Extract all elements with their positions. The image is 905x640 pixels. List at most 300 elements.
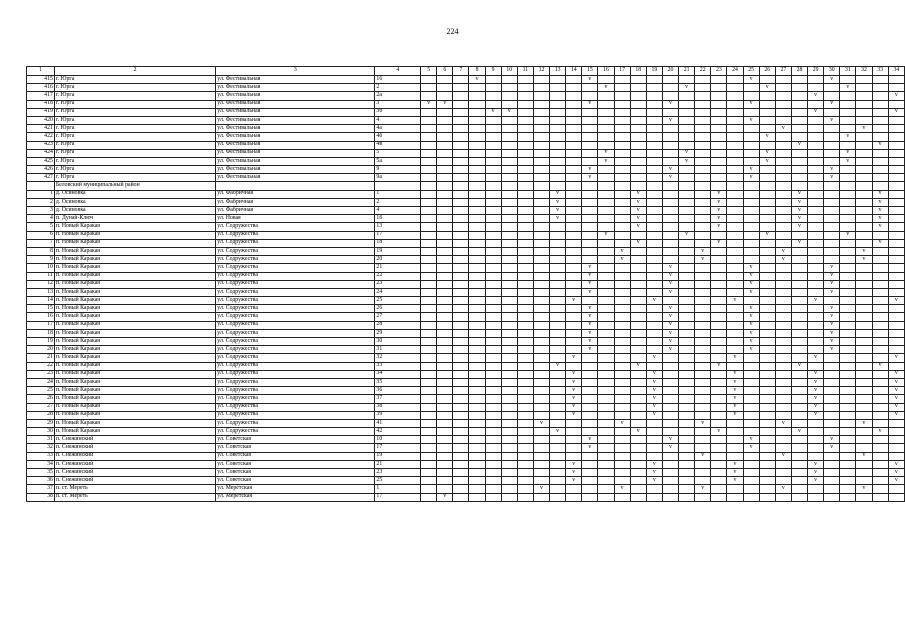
empty-cell	[679, 100, 695, 108]
empty-cell	[517, 207, 533, 215]
empty-cell	[614, 436, 630, 444]
empty-cell	[598, 428, 614, 436]
empty-cell	[856, 108, 872, 116]
empty-cell	[421, 166, 437, 174]
empty-cell	[711, 387, 727, 395]
table-row	[27, 174, 905, 182]
empty-cell	[517, 288, 533, 296]
settlement-name: п. Новый Каракан	[54, 256, 215, 264]
empty-cell	[630, 387, 646, 395]
check-mark-cell: v	[888, 354, 904, 362]
empty-cell	[791, 469, 807, 477]
empty-cell	[872, 321, 888, 329]
empty-cell	[662, 157, 678, 165]
check-mark-cell: v	[662, 288, 678, 296]
empty-cell	[679, 485, 695, 493]
check-mark-cell: v	[872, 190, 888, 198]
empty-cell	[646, 174, 662, 182]
empty-cell	[630, 460, 646, 468]
check-mark-cell: v	[759, 157, 775, 165]
empty-cell	[501, 84, 517, 92]
empty-cell	[614, 141, 630, 149]
empty-cell	[550, 493, 566, 501]
check-mark-cell: v	[566, 387, 582, 395]
empty-cell	[550, 485, 566, 493]
check-mark-cell: v	[662, 116, 678, 124]
empty-cell	[662, 387, 678, 395]
check-mark-cell: v	[727, 297, 743, 305]
empty-cell	[598, 215, 614, 223]
check-mark-cell: v	[727, 403, 743, 411]
empty-cell	[630, 305, 646, 313]
empty-cell	[791, 256, 807, 264]
empty-cell	[888, 190, 904, 198]
check-mark-cell: v	[791, 198, 807, 206]
check-mark-cell: v	[566, 403, 582, 411]
empty-cell	[824, 395, 840, 403]
empty-cell	[646, 182, 662, 190]
empty-cell	[630, 297, 646, 305]
empty-cell	[711, 338, 727, 346]
row-number: 10	[27, 264, 55, 272]
check-mark-cell: v	[808, 108, 824, 116]
empty-cell	[501, 116, 517, 124]
empty-cell	[888, 329, 904, 337]
empty-cell	[453, 247, 469, 255]
empty-cell	[808, 84, 824, 92]
row-number: 3	[27, 207, 55, 215]
empty-cell	[824, 403, 840, 411]
empty-cell	[695, 280, 711, 288]
empty-cell	[872, 444, 888, 452]
empty-cell	[775, 182, 791, 190]
check-mark-cell: v	[727, 411, 743, 419]
empty-cell	[630, 469, 646, 477]
empty-cell	[469, 395, 485, 403]
empty-cell	[791, 403, 807, 411]
empty-cell	[695, 313, 711, 321]
empty-cell	[566, 141, 582, 149]
empty-cell	[533, 100, 549, 108]
empty-cell	[453, 100, 469, 108]
empty-cell	[517, 321, 533, 329]
empty-cell	[872, 174, 888, 182]
empty-cell	[775, 190, 791, 198]
empty-cell	[485, 419, 501, 427]
empty-cell	[453, 395, 469, 403]
empty-cell	[791, 288, 807, 296]
empty-cell	[840, 395, 856, 403]
empty-cell	[566, 264, 582, 272]
empty-cell	[598, 76, 614, 84]
table-row	[27, 452, 905, 460]
check-mark-cell: v	[582, 100, 598, 108]
empty-cell	[598, 239, 614, 247]
empty-cell	[759, 395, 775, 403]
check-mark-cell: v	[679, 84, 695, 92]
settlement-name: д. Осиновка	[54, 207, 215, 215]
check-mark-cell: v	[598, 157, 614, 165]
empty-cell	[469, 288, 485, 296]
empty-cell	[791, 84, 807, 92]
empty-cell	[888, 313, 904, 321]
empty-cell	[614, 264, 630, 272]
table-row	[27, 288, 905, 296]
empty-cell	[453, 305, 469, 313]
street-name: ул. Советская	[216, 469, 375, 477]
empty-cell	[421, 477, 437, 485]
empty-cell	[695, 387, 711, 395]
empty-cell	[646, 419, 662, 427]
empty-cell	[646, 288, 662, 296]
check-mark-cell: v	[872, 141, 888, 149]
empty-cell	[533, 166, 549, 174]
empty-cell	[840, 207, 856, 215]
empty-cell	[598, 419, 614, 427]
empty-cell	[646, 321, 662, 329]
empty-cell	[888, 207, 904, 215]
empty-cell	[824, 92, 840, 100]
empty-cell	[872, 395, 888, 403]
empty-cell	[630, 174, 646, 182]
empty-cell	[582, 477, 598, 485]
empty-cell	[711, 346, 727, 354]
empty-cell	[711, 354, 727, 362]
settlement-name: п. Новый Каракан	[54, 305, 215, 313]
empty-cell	[727, 100, 743, 108]
street-name: ул. Содружества	[216, 305, 375, 313]
empty-cell	[550, 116, 566, 124]
row-number: 421	[27, 125, 55, 133]
empty-cell	[856, 133, 872, 141]
empty-cell	[517, 198, 533, 206]
check-mark-cell: v	[679, 157, 695, 165]
empty-cell	[695, 354, 711, 362]
empty-cell	[517, 223, 533, 231]
empty-cell	[791, 182, 807, 190]
empty-cell	[679, 419, 695, 427]
empty-cell	[775, 264, 791, 272]
empty-cell	[791, 157, 807, 165]
empty-cell	[614, 338, 630, 346]
empty-cell	[840, 387, 856, 395]
check-mark-cell: v	[872, 223, 888, 231]
empty-cell	[872, 370, 888, 378]
empty-cell	[582, 395, 598, 403]
empty-cell	[824, 239, 840, 247]
empty-cell	[501, 297, 517, 305]
empty-cell	[711, 149, 727, 157]
empty-cell	[808, 346, 824, 354]
empty-cell	[679, 116, 695, 124]
empty-cell	[437, 174, 453, 182]
house-number: 4	[375, 116, 421, 124]
empty-cell	[743, 157, 759, 165]
empty-cell	[469, 477, 485, 485]
empty-cell	[437, 329, 453, 337]
empty-cell	[791, 272, 807, 280]
empty-cell	[630, 338, 646, 346]
street-name: ул. Советская	[216, 452, 375, 460]
empty-cell	[469, 362, 485, 370]
empty-cell	[646, 149, 662, 157]
settlement-name: п. Новый Каракан	[54, 370, 215, 378]
empty-cell	[614, 280, 630, 288]
empty-cell	[437, 108, 453, 116]
check-mark-cell: v	[566, 370, 582, 378]
empty-cell	[485, 141, 501, 149]
empty-cell	[469, 174, 485, 182]
empty-cell	[711, 92, 727, 100]
check-mark-cell: v	[808, 354, 824, 362]
check-mark-cell: v	[743, 346, 759, 354]
house-number: 29	[375, 329, 421, 337]
empty-cell	[743, 485, 759, 493]
empty-cell	[646, 436, 662, 444]
empty-cell	[646, 84, 662, 92]
empty-cell	[630, 231, 646, 239]
check-mark-cell: v	[582, 329, 598, 337]
empty-cell	[695, 223, 711, 231]
empty-cell	[485, 493, 501, 501]
empty-cell	[582, 297, 598, 305]
empty-cell	[566, 329, 582, 337]
empty-cell	[469, 452, 485, 460]
empty-cell	[453, 223, 469, 231]
table-row	[27, 378, 905, 386]
empty-cell	[550, 280, 566, 288]
empty-cell	[759, 280, 775, 288]
empty-cell	[695, 149, 711, 157]
empty-cell	[533, 460, 549, 468]
check-mark-cell: v	[582, 76, 598, 84]
table-row	[27, 133, 905, 141]
empty-cell	[517, 452, 533, 460]
empty-cell	[662, 76, 678, 84]
check-mark-cell: v	[824, 272, 840, 280]
empty-cell	[695, 411, 711, 419]
check-mark-cell: v	[824, 346, 840, 354]
check-mark-cell: v	[791, 428, 807, 436]
empty-cell	[727, 452, 743, 460]
empty-cell	[872, 133, 888, 141]
empty-cell	[421, 469, 437, 477]
empty-cell	[775, 174, 791, 182]
check-mark-cell: v	[646, 370, 662, 378]
empty-cell	[517, 436, 533, 444]
empty-cell	[598, 100, 614, 108]
empty-cell	[501, 76, 517, 84]
empty-cell	[711, 76, 727, 84]
check-mark-cell: v	[662, 321, 678, 329]
empty-cell	[566, 84, 582, 92]
empty-cell	[759, 444, 775, 452]
empty-cell	[840, 485, 856, 493]
empty-cell	[614, 370, 630, 378]
empty-cell	[775, 76, 791, 84]
street-name: ул. Фестивальная	[216, 133, 375, 141]
empty-cell	[614, 108, 630, 116]
empty-cell	[856, 354, 872, 362]
empty-cell	[888, 116, 904, 124]
empty-cell	[533, 116, 549, 124]
empty-cell	[485, 116, 501, 124]
empty-cell	[824, 378, 840, 386]
empty-cell	[469, 338, 485, 346]
empty-cell	[421, 411, 437, 419]
empty-cell	[630, 452, 646, 460]
empty-cell	[485, 452, 501, 460]
empty-cell	[646, 198, 662, 206]
check-mark-cell: v	[630, 362, 646, 370]
empty-cell	[727, 329, 743, 337]
settlement-name: п. Новый Каракан	[54, 313, 215, 321]
empty-cell	[517, 419, 533, 427]
empty-cell	[517, 239, 533, 247]
empty-cell	[421, 272, 437, 280]
check-mark-cell: v	[582, 264, 598, 272]
settlement-name: г. Юрга	[54, 166, 215, 174]
empty-cell	[824, 485, 840, 493]
check-mark-cell: v	[711, 223, 727, 231]
check-mark-cell: v	[775, 419, 791, 427]
row-number: 37	[27, 485, 55, 493]
empty-cell	[872, 125, 888, 133]
empty-cell	[888, 428, 904, 436]
empty-cell	[582, 157, 598, 165]
empty-cell	[614, 477, 630, 485]
empty-cell	[646, 207, 662, 215]
empty-cell	[646, 166, 662, 174]
section-title: Беловский муниципальный район	[54, 182, 215, 190]
empty-cell	[662, 84, 678, 92]
empty-cell	[872, 477, 888, 485]
settlement-name: г. Юрга	[54, 141, 215, 149]
empty-cell	[662, 231, 678, 239]
row-number: 2	[27, 198, 55, 206]
empty-cell	[872, 76, 888, 84]
header-cell-33: 33	[872, 67, 888, 76]
check-mark-cell: v	[808, 477, 824, 485]
empty-cell	[550, 157, 566, 165]
empty-cell	[759, 125, 775, 133]
check-mark-cell: v	[824, 166, 840, 174]
empty-cell	[872, 313, 888, 321]
house-number: 27	[375, 313, 421, 321]
check-mark-cell: v	[775, 452, 791, 460]
check-mark-cell: v	[791, 223, 807, 231]
empty-cell	[727, 305, 743, 313]
street-name: ул. Содружества	[216, 362, 375, 370]
empty-cell	[759, 403, 775, 411]
empty-cell	[743, 256, 759, 264]
empty-cell	[791, 354, 807, 362]
empty-cell	[550, 149, 566, 157]
check-mark-cell: v	[582, 174, 598, 182]
empty-cell	[872, 329, 888, 337]
empty-cell	[856, 436, 872, 444]
check-mark-cell: v	[759, 231, 775, 239]
empty-cell	[727, 419, 743, 427]
empty-cell	[533, 190, 549, 198]
empty-cell	[453, 116, 469, 124]
empty-cell	[485, 280, 501, 288]
page-number: 224	[446, 27, 459, 36]
header-cell-20: 20	[662, 67, 678, 76]
empty-cell	[421, 493, 437, 501]
check-mark-cell: v	[888, 297, 904, 305]
empty-cell	[759, 76, 775, 84]
empty-cell	[840, 493, 856, 501]
empty-cell	[582, 92, 598, 100]
empty-cell	[469, 460, 485, 468]
check-mark-cell: v	[727, 370, 743, 378]
empty-cell	[469, 149, 485, 157]
empty-cell	[614, 100, 630, 108]
check-mark-cell: v	[566, 378, 582, 386]
empty-cell	[582, 403, 598, 411]
empty-cell	[840, 444, 856, 452]
empty-cell	[695, 297, 711, 305]
check-mark-cell: v	[437, 493, 453, 501]
empty-cell	[872, 338, 888, 346]
empty-cell	[840, 256, 856, 264]
empty-cell	[662, 207, 678, 215]
empty-cell	[437, 354, 453, 362]
empty-cell	[662, 411, 678, 419]
empty-cell	[695, 92, 711, 100]
section-row	[27, 182, 905, 190]
empty-cell	[421, 329, 437, 337]
empty-cell	[566, 157, 582, 165]
header-cell-1: 1	[27, 67, 55, 76]
empty-cell	[775, 297, 791, 305]
empty-cell	[872, 469, 888, 477]
row-number: 418	[27, 100, 55, 108]
empty-cell	[775, 223, 791, 231]
empty-cell	[711, 231, 727, 239]
empty-cell	[646, 452, 662, 460]
empty-cell	[791, 108, 807, 116]
row-number: 31	[27, 436, 55, 444]
empty-cell	[759, 108, 775, 116]
check-mark-cell: v	[888, 378, 904, 386]
header-cell-2: 2	[54, 67, 215, 76]
empty-cell	[679, 378, 695, 386]
check-mark-cell: v	[582, 346, 598, 354]
check-mark-cell: v	[743, 280, 759, 288]
empty-cell	[485, 362, 501, 370]
empty-cell	[856, 493, 872, 501]
settlement-name: п. Дунай-Ключ	[54, 215, 215, 223]
empty-cell	[743, 395, 759, 403]
empty-cell	[485, 76, 501, 84]
empty-cell	[856, 370, 872, 378]
empty-cell	[775, 133, 791, 141]
empty-cell	[437, 419, 453, 427]
empty-cell	[566, 215, 582, 223]
header-cell-3: 3	[216, 67, 375, 76]
settlement-name: п. Новый Каракан	[54, 428, 215, 436]
empty-cell	[533, 149, 549, 157]
empty-cell	[824, 207, 840, 215]
empty-cell	[711, 280, 727, 288]
empty-cell	[501, 305, 517, 313]
empty-cell	[646, 215, 662, 223]
header-cell-24: 24	[727, 67, 743, 76]
empty-cell	[517, 485, 533, 493]
table-row	[27, 84, 905, 92]
